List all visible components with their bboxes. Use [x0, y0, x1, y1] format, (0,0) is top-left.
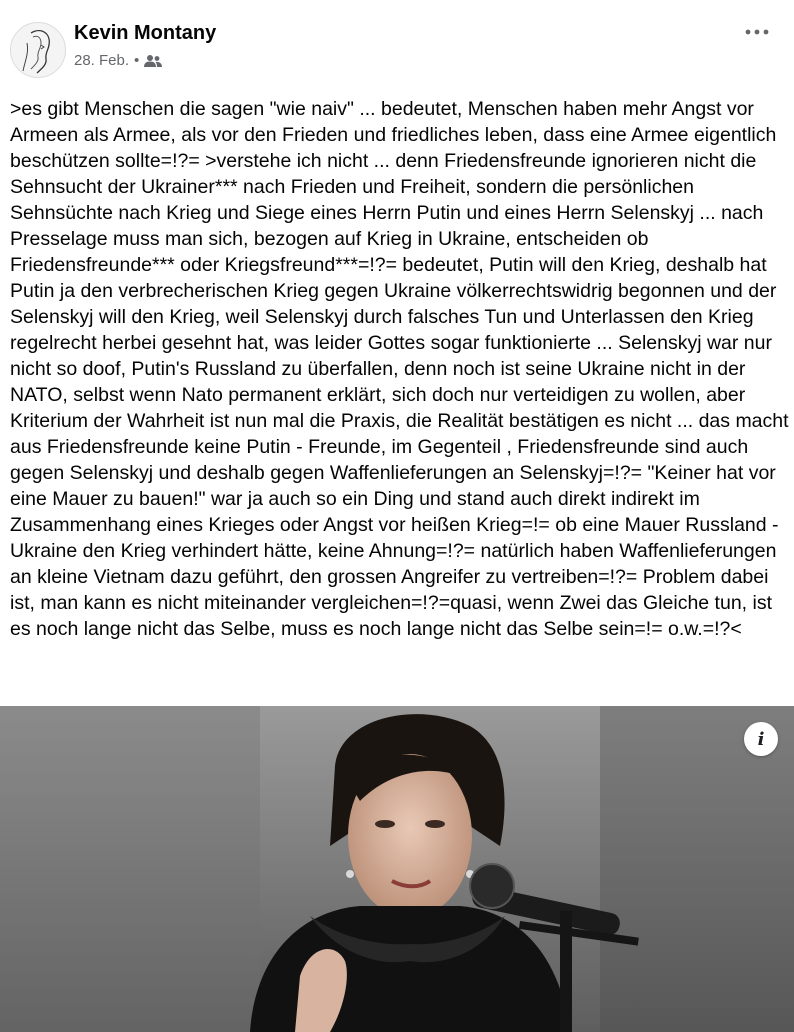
author-name[interactable]: Kevin Montany — [74, 22, 217, 44]
more-options-icon — [744, 24, 770, 40]
author-avatar[interactable] — [10, 22, 66, 78]
post-text: >es gibt Menschen die sagen "wie naiv" ... bedeutet, Menschen haben mehr Angst vor Armeen als Armee, als vor den Frieden und friedliches leben, dass eine Armee eigentlich beschützen sollte=!?= >verstehe ich nicht ... denn Friedensfreunde ignorieren nicht die Sehnsucht der Ukrainer*** nach Frieden und Freiheit, sondern die persönlichen Sehnsüchte nach Krieg und Siege eines Herrn Putin und eines Herrn Selenskyj ... nach Presselage muss man sich, bezogen auf Krieg in Ukraine, entscheiden ob Friedensfreunde*** oder Kriegsfreund***=!?= bedeutet, Putin will den Krieg, deshalb hat Putin ja den verbrecherischen Krieg gegen Ukraine völkerrechtswidrig begonnen und der Selenskyj will den Krieg, weil Selenskyj durch falsches Tun und Unterlassen den Krieg regelrecht herbei gesehnt hat, was leider Gottes sogar funktionierte ... Selenskyj war nur nicht so doof, Putin's Russland zu überfallen, denn noch ist seine Ukraine nicht in der NATO, selbst wenn Nato permanent erklärt, sich doch nur verteidigen zu wollen, aber Kriterium der Wahrheit ist nun mal die Praxis, die Realität bestätigen es nicht ... das macht aus Friedensfreunde keine Putin - Freunde, im Gegenteil , Friedensfreunde sind auch gegen Selenskyj und deshalb gegen Waffenlieferungen an Selenskyj=!?= "Keiner hat vor eine Mauer zu bauen!" war ja auch so ein Ding und stand auch direkt indirekt im Zusammenhang eines Krieges oder Angst vor heißen Krieg=!= ob eine Mauer Russland - Ukraine den Krieg verhindert hätte, keine Ahnung=!?= natürlich haben Waffenlieferungen an kleine Vietnam dazu geführt, den grossen Angreifer zu vertreiben=!?= Problem dabei ist, man kann es nicht miteinander vergleichen=!?=quasi, wenn Zwei das Gleiche tun, ist es noch lange nicht das Selbe, muss es noch lange nicht das Selbe sein=!= o.w.=!?< — [10, 98, 789, 640]
more-options-button[interactable] — [744, 24, 770, 40]
avatar-sketch-icon — [11, 23, 65, 77]
post-image[interactable] — [0, 706, 794, 1032]
info-button[interactable] — [744, 722, 778, 756]
post-meta — [74, 52, 162, 69]
info-icon: i — [757, 728, 765, 750]
post-date[interactable]: 28. Feb. — [74, 52, 130, 69]
post-header — [0, 0, 794, 90]
meta-separator: • — [134, 52, 140, 69]
friends-audience-icon[interactable] — [144, 54, 162, 68]
speaker-photo — [0, 706, 794, 1032]
